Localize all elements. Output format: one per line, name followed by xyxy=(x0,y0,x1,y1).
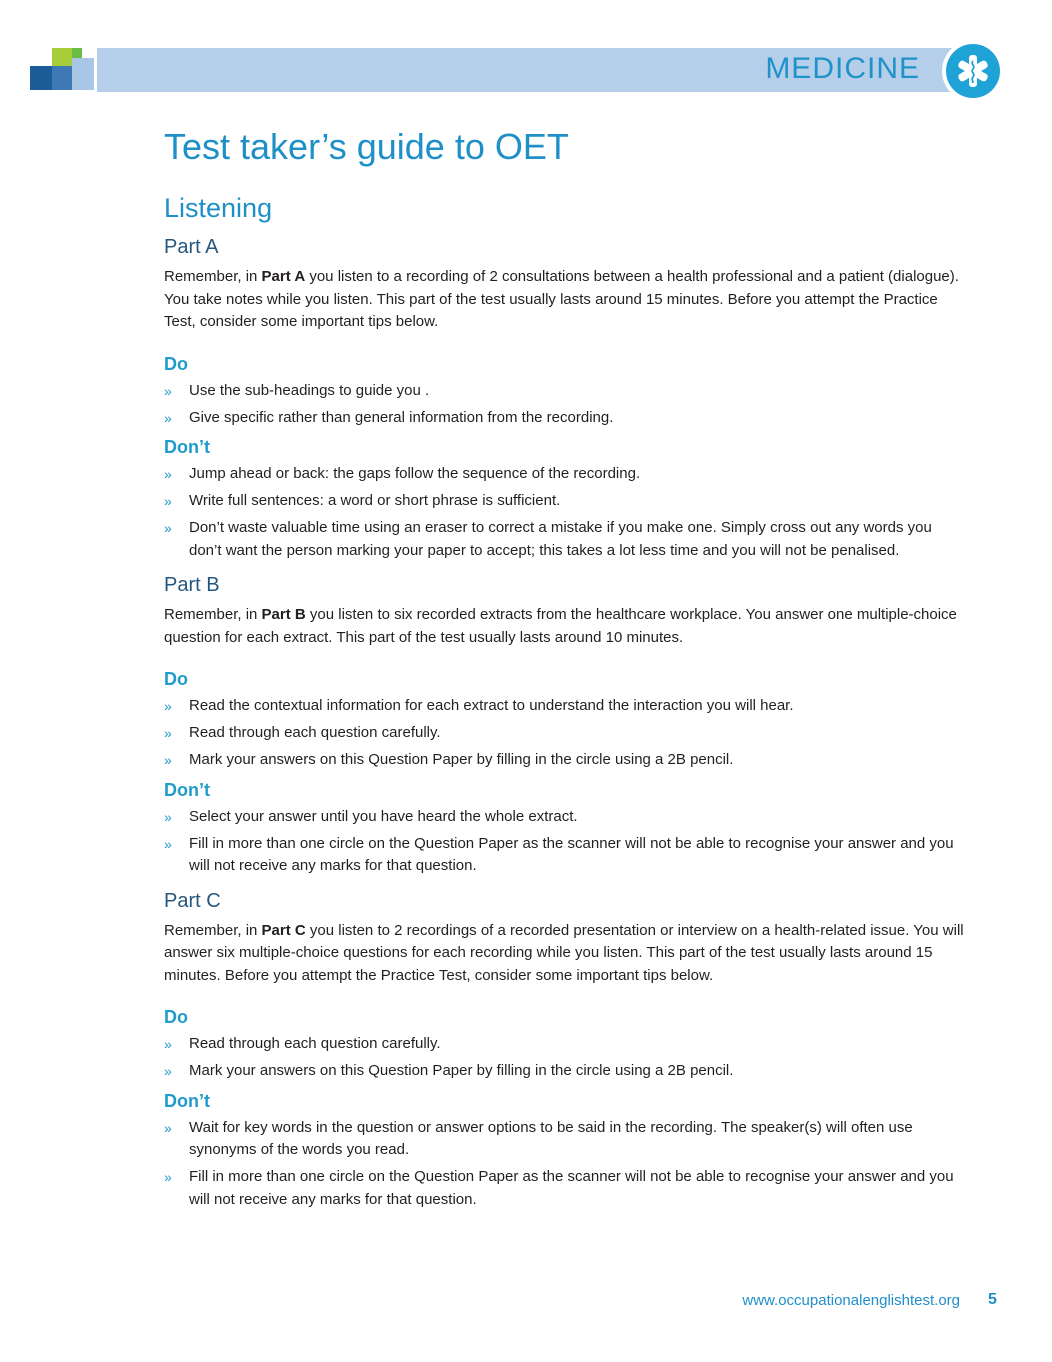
list-item: » Fill in more than one circle on the Question Paper as the scanner will not be able to recognise your answer and you will not receive any marks for that question. xyxy=(164,1168,954,1208)
part-a-do-list xyxy=(164,380,964,430)
list-item: » Mark your answers on this Question Paper by filling in the circle using a 2B pencil. xyxy=(164,751,734,768)
page-title: Test taker’s guide to OET xyxy=(164,126,569,167)
part-a-intro: Remember, in Part A you listen to a recording of 2 consultations between a health professional and a patient (dialogue). You take notes while you listen. This part of the test usually lasts around 15 minutes. Before you attempt the Practice Test, consider some important tips below. xyxy=(164,268,959,330)
part-c-intro: Remember, in Part C you listen to 2 recordings of a recorded presentation or interview on a health-related issue. You will answer six multiple-choice questions for each recording while you listen. This part of the test usually lasts around 15 minutes. Before you attempt the Practice Test, consider some important tips below. xyxy=(164,921,964,984)
list-item: » Give specific rather than general information from the recording. xyxy=(164,408,614,426)
part-a-dont-heading: Don’t xyxy=(164,437,210,457)
part-a-heading: Part A xyxy=(164,236,219,258)
list-item: » Wait for key words in the question or answer options to be said in the recording. The speaker(s) will often use synonyms of the words you read. xyxy=(164,1118,913,1158)
list-item: » Read through each question carefully. xyxy=(164,1035,441,1052)
part-c-do-list xyxy=(164,1033,964,1083)
list-item: » Use the sub-headings to guide you . xyxy=(164,381,430,399)
header-subject: MEDICINE xyxy=(765,52,920,85)
list-item: » Read the contextual information for each extract to understand the interaction you will hear. xyxy=(164,697,794,714)
page-number: 5 xyxy=(988,1291,997,1308)
part-c-heading: Part C xyxy=(164,889,221,912)
part-b-intro: Remember, in Part B you listen to six recorded extracts from the healthcare workplace. You answer one multiple-choice question for each extract. This part of the test usually lasts around 10 minutes. xyxy=(164,606,957,646)
footer-url-link[interactable]: www.occupationalenglishtest.org xyxy=(742,1292,960,1309)
part-b-dont-list xyxy=(164,806,964,878)
section-heading: Listening xyxy=(164,193,273,223)
medical-star-icon xyxy=(942,40,1004,102)
part-c-dont-heading: Don’t xyxy=(164,1090,210,1111)
list-item: » Mark your answers on this Question Paper by filling in the circle using a 2B pencil. xyxy=(164,1062,734,1079)
list-item: » Write full sentences: a word or short phrase is sufficient. xyxy=(164,492,561,509)
list-item: » Read through each question carefully. xyxy=(164,724,441,741)
part-c-dont-list xyxy=(164,1117,964,1212)
brand-logo-squares xyxy=(30,48,94,92)
part-a-do-heading: Do xyxy=(164,353,188,374)
list-item: » Fill in more than one circle on the Question Paper as the scanner will not be able to recognise your answer and you will not receive any marks for that question. xyxy=(164,834,954,874)
part-a-dont-list xyxy=(164,463,964,562)
part-b-heading: Part B xyxy=(164,574,220,596)
main-content xyxy=(164,120,964,1216)
list-item: » Jump ahead or back: the gaps follow the sequence of the recording. xyxy=(164,465,641,482)
part-c-do-heading: Do xyxy=(164,1007,188,1027)
part-b-do-heading: Do xyxy=(164,669,188,689)
part-b-dont-heading: Don’t xyxy=(164,779,210,800)
part-b-do-list xyxy=(164,695,964,772)
list-item: » Don’t waste valuable time using an eraser to correct a mistake if you make one. Simply cross out any words you don’t want the person marking your paper to accept; this takes a lot less time and you will not be penalised. xyxy=(164,519,932,559)
list-item: » Select your answer until you have heard the whole extract. xyxy=(164,807,578,825)
